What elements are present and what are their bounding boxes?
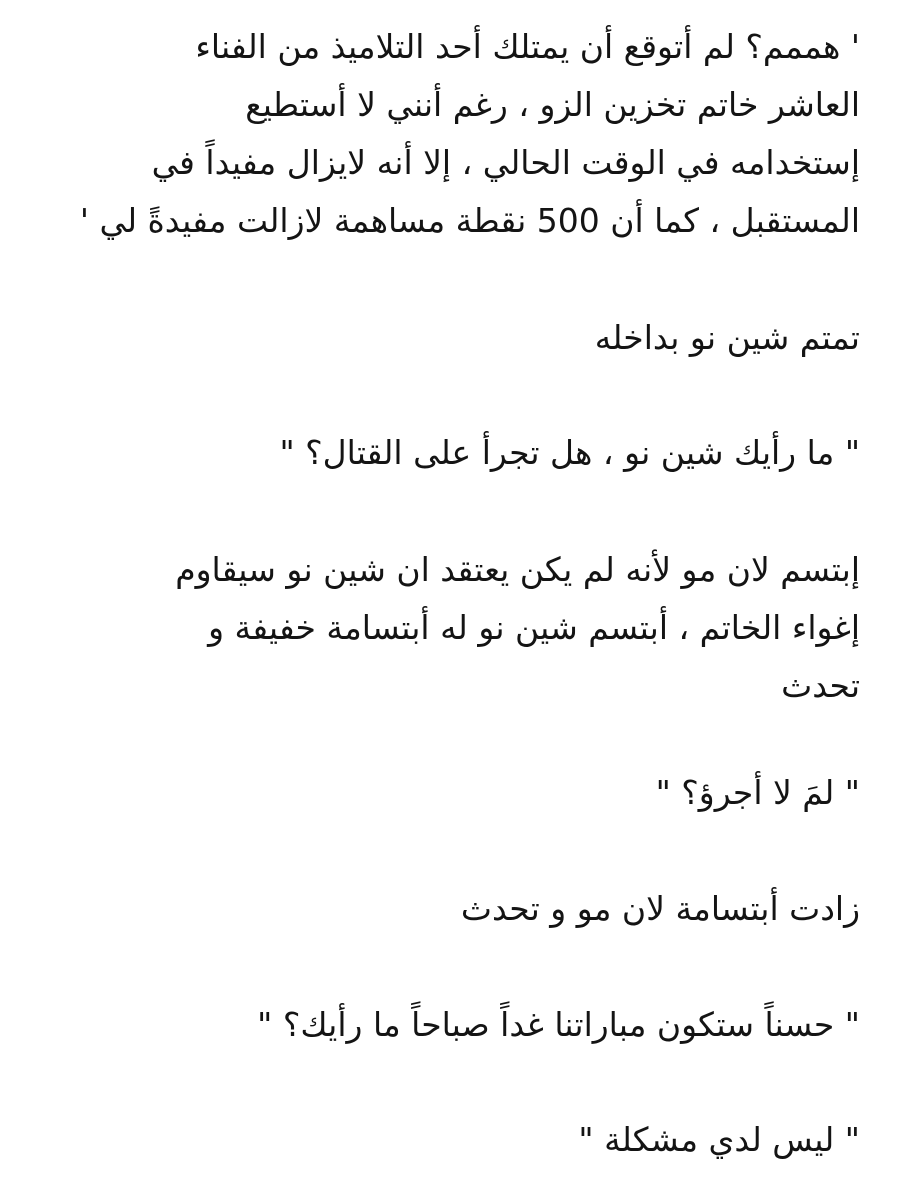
text-line: إغواء الخاتم ، أبتسم شين نو له أبتسامة خفيفة و (208, 608, 860, 647)
text-line: تحدث (781, 666, 860, 705)
text-line: " ليس لدي مشكلة " (578, 1120, 860, 1159)
paragraph-ring-thought (40, 18, 860, 250)
text-line: " حسناً ستكون مباراتنا غداً صباحاً ما رأيك؟ " (257, 1005, 860, 1044)
paragraph-agreement (40, 1111, 860, 1169)
text-line: إبتسم لان مو لأنه لم يكن يعتقد ان شين نو سيقاوم (175, 550, 860, 589)
text-line: تمتم شين نو بداخله (594, 318, 860, 357)
paragraph-match-proposal (40, 996, 860, 1054)
text-line: " لمَ لا أجرؤ؟ " (655, 773, 860, 812)
text-line: إستخدامه في الوقت الحالي ، إلا أنه لايزال مفيداً في (151, 143, 860, 182)
paragraph-smile-grows (40, 880, 860, 938)
text-line: زادت أبتسامة لان مو و تحدث (460, 889, 860, 928)
paragraph-murmur (40, 309, 860, 367)
text-line: " ما رأيك شين نو ، هل تجرأ على القتال؟ " (279, 433, 860, 472)
paragraph-smile-narration (40, 541, 860, 715)
text-line: العاشر خاتم تخزين الزو ، رغم أنني لا أستطيع (245, 85, 860, 124)
paragraph-dare-reply (40, 764, 860, 822)
text-line: المستقبل ، كما أن 500 نقطة مساهمة لازالت مفيدةً لي ' (79, 201, 860, 240)
paragraph-challenge-dialogue (40, 424, 860, 482)
text-line: ' هممم؟ لم أتوقع أن يمتلك أحد التلاميذ من الفناء (195, 27, 860, 66)
